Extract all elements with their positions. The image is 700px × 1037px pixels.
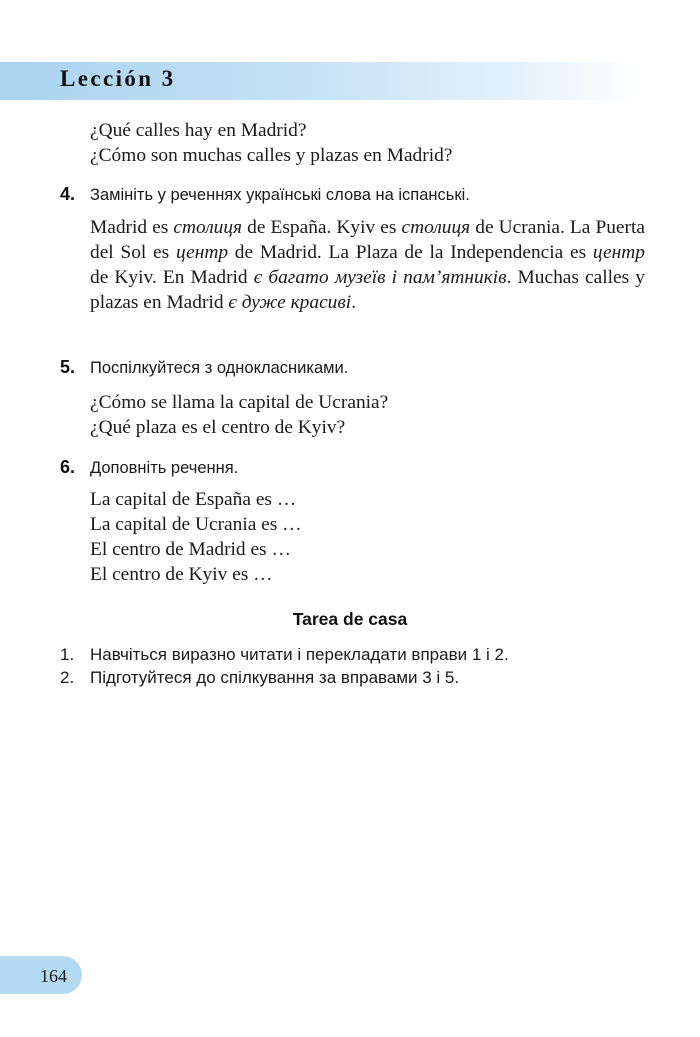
question-line: ¿Qué calles hay en Madrid? — [90, 120, 307, 141]
dialogue-line: ¿Cómo se llama la capital de Ucrania? — [90, 392, 389, 413]
text-segment: de Kyiv. En Madrid — [90, 267, 254, 288]
exercise-5-number: 5. — [60, 357, 76, 377]
sentence-line: La capital de Ucrania es … — [90, 514, 302, 535]
homework-item — [60, 645, 509, 665]
text-segment: . — [351, 292, 357, 313]
italic-term: є дуже красиві — [228, 292, 352, 313]
text-segment: . Muchas calles y plazas en Madrid — [90, 267, 645, 313]
text-segment: de Ucrania. La Puerta del Sol es — [90, 217, 645, 263]
exercise-5-lines — [90, 390, 645, 440]
italic-term: центр — [592, 242, 645, 263]
lesson-title: Lección 3 — [60, 66, 176, 91]
text-segment: de Madrid. La Plaza de la Independencia es — [228, 242, 593, 263]
homework-item — [60, 668, 459, 688]
question-line: ¿Cómo son muchas calles y plazas en Madrid? — [90, 145, 453, 166]
text-segment: de España. Kyiv es — [242, 217, 402, 238]
sentence-line: La capital de España es … — [90, 489, 297, 510]
homework-item-text: Навчіться виразно читати і перекладати вправи 1 і 2. — [90, 645, 509, 664]
italic-term: є багато музеїв і пам’ятників — [253, 267, 507, 288]
homework-item-text: Підготуйтеся до спілкування за вправами 3 і 5. — [90, 668, 460, 687]
exercise-6-instruction: Доповніть речення. — [90, 459, 239, 477]
exercise-6-lines — [90, 487, 645, 587]
italic-term: центр — [175, 242, 229, 263]
homework-item-number: 1. — [60, 645, 75, 664]
homework-item-number: 2. — [60, 668, 75, 687]
exercise-4-instruction: Замініть у реченнях українські слова на іспанські. — [90, 186, 470, 204]
sentence-line: El centro de Madrid es … — [90, 539, 291, 560]
page-number: 164 — [40, 966, 67, 986]
sentence-line: El centro de Kyiv es … — [90, 564, 273, 585]
exercise-5-instruction: Поспілкуйтеся з однокласниками. — [90, 359, 349, 377]
exercise-4-text — [90, 215, 645, 315]
italic-term: столиця — [401, 217, 471, 238]
homework-title: Tarea de casa — [292, 609, 408, 629]
text-segment: Madrid es — [90, 217, 174, 238]
exercise-4-number: 4. — [60, 184, 76, 204]
dialogue-line: ¿Qué plaza es el centro de Kyiv? — [90, 417, 346, 438]
exercise-6-number: 6. — [60, 457, 76, 477]
questions-block — [90, 118, 645, 168]
italic-term: столиця — [173, 217, 243, 238]
